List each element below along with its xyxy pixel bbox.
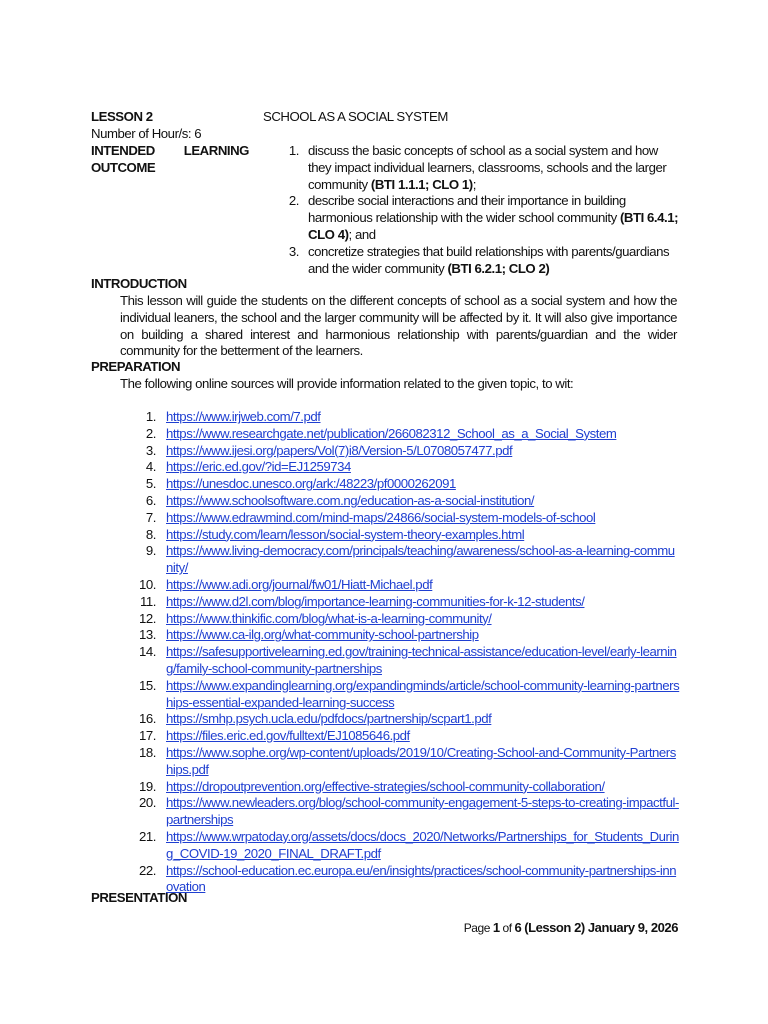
source-link[interactable]: https://safesupportivelearning.ed.gov/training-technical-assistance/education-level/early-learning/family-school-community-partnerships bbox=[166, 644, 677, 676]
outcome-item-tail: ; and bbox=[348, 226, 376, 242]
source-item bbox=[91, 459, 681, 476]
source-number: 18. bbox=[139, 744, 156, 760]
outcome-item-code: (BTI 1.1.1; CLO 1) bbox=[370, 176, 473, 192]
source-item bbox=[91, 829, 681, 863]
outcome-item-text: concretize strategies that build relationships with parents/guardians and the wider community bbox=[308, 243, 670, 276]
source-item bbox=[91, 728, 681, 745]
outcome-label-line2: OUTCOME bbox=[91, 160, 156, 175]
source-link[interactable]: https://www.sophe.org/wp-content/uploads/2019/10/Creating-School-and-Community-Partnerships.pdf bbox=[166, 744, 676, 777]
outcome-item-code: (BTI 6.2.1; CLO 2) bbox=[447, 260, 550, 276]
source-number: 3. bbox=[145, 442, 156, 458]
source-item bbox=[91, 527, 681, 544]
source-link[interactable]: https://study.com/learn/lesson/social-system-theory-examples.html bbox=[166, 526, 525, 542]
source-link[interactable]: https://files.eric.ed.gov/fulltext/EJ1085646.pdf bbox=[166, 728, 410, 744]
source-item bbox=[91, 476, 681, 493]
outcome-item-number: 1. bbox=[288, 143, 299, 158]
source-number: 13. bbox=[139, 627, 156, 643]
source-item bbox=[91, 443, 681, 460]
source-item bbox=[91, 577, 681, 594]
source-item bbox=[91, 745, 681, 779]
outcome-item bbox=[285, 143, 680, 193]
source-link[interactable]: https://www.edrawmind.com/mind-maps/24866/social-system-models-of-school bbox=[166, 509, 596, 525]
outcome-list bbox=[285, 143, 680, 277]
source-item bbox=[91, 543, 681, 577]
source-item bbox=[91, 426, 681, 443]
source-number: 15. bbox=[139, 677, 156, 693]
source-number: 21. bbox=[139, 828, 156, 844]
source-link[interactable]: https://www.irjweb.com/7.pdf bbox=[166, 409, 321, 424]
source-item bbox=[91, 510, 681, 527]
outcome-item-text: describe social interactions and their importance in building harmonious relationship with the wider school community bbox=[308, 193, 626, 226]
source-item bbox=[91, 493, 681, 510]
source-item bbox=[91, 779, 681, 796]
lesson-title: SCHOOL AS A SOCIAL SYSTEM bbox=[263, 109, 448, 124]
source-number: 12. bbox=[139, 610, 156, 626]
footer-page-total: 6 bbox=[514, 920, 522, 935]
source-link[interactable]: https://www.schoolsoftware.com.ng/education-as-a-social-institution/ bbox=[166, 492, 535, 508]
outcome-item-number: 3. bbox=[288, 243, 299, 259]
outcome-item-tail: ; bbox=[472, 176, 476, 192]
outcome-item-text: discuss the basic concepts of school as a social system and how they impact individual learners, classrooms, schools and the larger community bbox=[308, 143, 667, 192]
source-link[interactable]: https://www.wrpatoday.org/assets/docs/docs_2020/Networks/Partnerships_for_Students_During_COVID-19_2020_FINAL_DRAFT.pdf bbox=[166, 828, 679, 861]
source-link[interactable]: https://www.newleaders.org/blog/school-community-engagement-5-steps-to-creating-impactful-partnerships bbox=[166, 795, 679, 828]
source-link[interactable]: https://dropoutprevention.org/effective-strategies/school-community-collaboration/ bbox=[166, 778, 605, 794]
source-link[interactable]: https://www.expandinglearning.org/expandingminds/article/school-community-learning-partnerships-essential-expanded-learning-success bbox=[166, 677, 680, 710]
source-link[interactable]: https://www.ca-ilg.org/what-community-school-partnership bbox=[166, 627, 479, 643]
source-number: 2. bbox=[145, 425, 156, 441]
source-link[interactable]: https://school-education.ec.europa.eu/en/insights/practices/school-community-partnerships-innovation bbox=[166, 862, 677, 895]
footer-page-number: 1 bbox=[492, 920, 500, 935]
introduction-paragraph: This lesson will guide the students on the different concepts of school as a social system and how the individual leaners, the school and the larger community will be affected by it. It will also give importance on building a shared interest and harmonious relationship with parents/guardian and the wider community for the betterment of the learners. bbox=[120, 293, 677, 359]
outcome-item bbox=[285, 244, 680, 278]
source-number: 8. bbox=[145, 526, 156, 542]
source-item bbox=[91, 795, 681, 829]
footer-of-word: of bbox=[502, 921, 512, 935]
introduction-heading: INTRODUCTION bbox=[91, 276, 187, 291]
source-item bbox=[91, 644, 681, 678]
source-link[interactable]: https://www.adi.org/journal/fw01/Hiatt-Michael.pdf bbox=[166, 576, 433, 592]
source-number: 7. bbox=[145, 509, 156, 525]
source-number: 5. bbox=[145, 476, 156, 492]
footer-lesson-date: (Lesson 2) January 9, 2026 bbox=[524, 920, 678, 935]
source-number: 4. bbox=[145, 459, 156, 475]
source-number: 17. bbox=[139, 728, 156, 744]
source-number: 22. bbox=[139, 862, 156, 878]
source-link[interactable]: https://www.living-democracy.com/principals/teaching/awareness/school-as-a-learning-community/ bbox=[166, 543, 675, 576]
source-item bbox=[91, 409, 681, 426]
source-number: 9. bbox=[145, 543, 156, 559]
source-item bbox=[91, 678, 681, 712]
source-link[interactable]: https://www.thinkific.com/blog/what-is-a-learning-community/ bbox=[166, 610, 492, 626]
lesson-label: LESSON 2 bbox=[91, 109, 153, 124]
page-footer bbox=[464, 920, 678, 937]
outcome-item bbox=[285, 193, 680, 243]
source-number: 20. bbox=[139, 795, 156, 811]
source-link[interactable]: https://smhp.psych.ucla.edu/pdfdocs/partnership/scpart1.pdf bbox=[166, 711, 492, 727]
preparation-intro: The following online sources will provide information related to the given topic, to wit: bbox=[120, 376, 574, 391]
source-number: 10. bbox=[139, 576, 156, 592]
source-link[interactable]: https://www.researchgate.net/publication/266082312_School_as_a_Social_System bbox=[166, 425, 617, 441]
preparation-heading: PREPARATION bbox=[91, 359, 181, 374]
outcome-item-number: 2. bbox=[288, 193, 299, 209]
outcome-item-code: (BTI 6.4.1; CLO 4) bbox=[308, 210, 679, 242]
source-item bbox=[91, 594, 681, 611]
source-item bbox=[91, 627, 681, 644]
source-number: 1. bbox=[145, 409, 156, 424]
sources-list bbox=[91, 409, 681, 896]
presentation-heading: PRESENTATION bbox=[91, 890, 187, 905]
source-link[interactable]: https://eric.ed.gov/?id=EJ1259734 bbox=[166, 459, 351, 475]
source-link[interactable]: https://www.ijesi.org/papers/Vol(7)i8/Version-5/L0708057477.pdf bbox=[166, 442, 513, 458]
source-number: 6. bbox=[145, 492, 156, 508]
source-link[interactable]: https://unesdoc.unesco.org/ark:/48223/pf0000262091 bbox=[166, 476, 456, 492]
source-item bbox=[91, 611, 681, 628]
hours-line: Number of Hour/s: 6 bbox=[91, 126, 202, 141]
source-number: 19. bbox=[139, 778, 156, 794]
source-number: 14. bbox=[139, 644, 156, 660]
source-item bbox=[91, 711, 681, 728]
source-number: 11. bbox=[139, 593, 156, 609]
source-link[interactable]: https://www.d2l.com/blog/importance-learning-communities-for-k-12-students/ bbox=[166, 593, 585, 609]
outcome-label-line1: INTENDED LEARNING bbox=[91, 143, 249, 158]
footer-page-word: Page bbox=[463, 921, 490, 935]
source-number: 16. bbox=[139, 711, 156, 727]
